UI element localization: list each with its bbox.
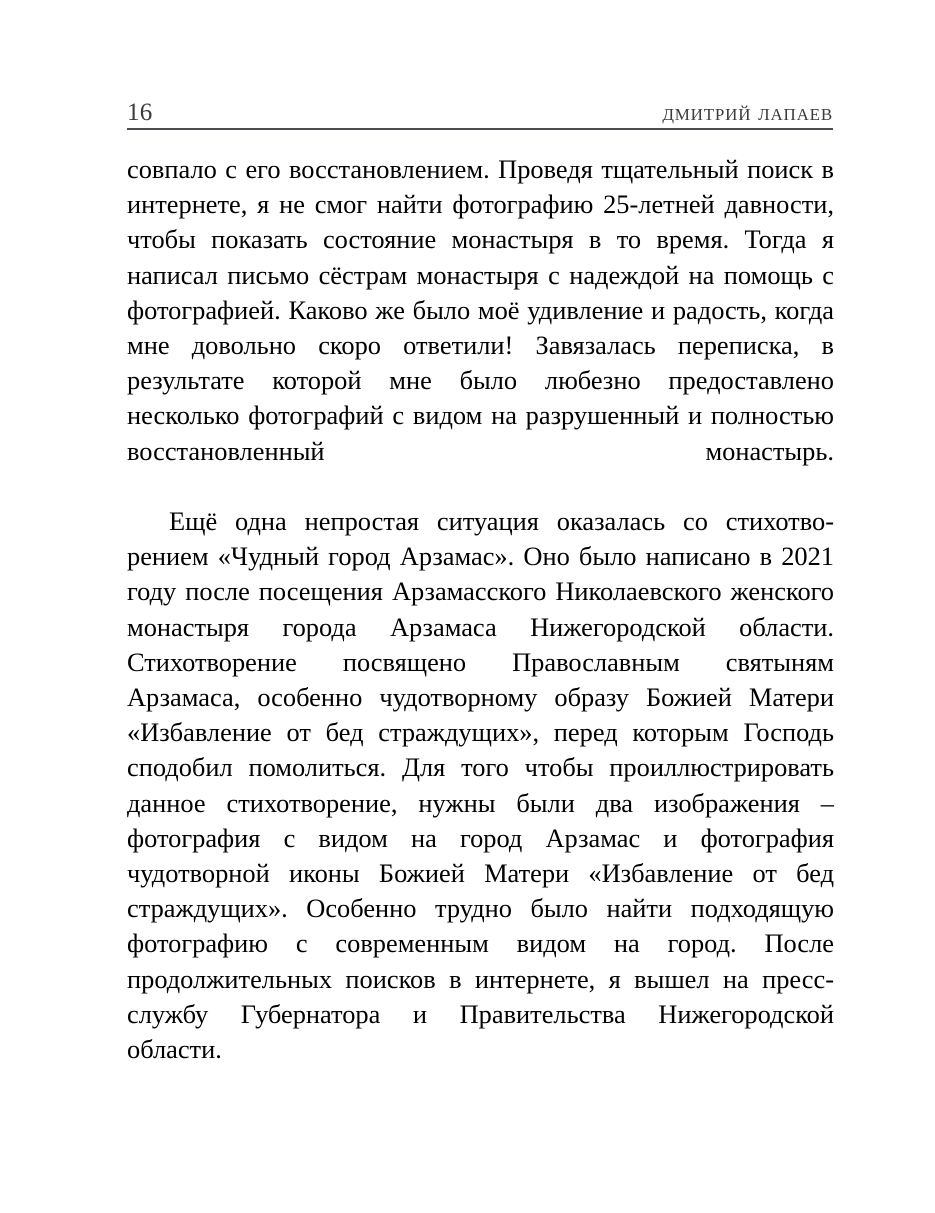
paragraph-2: Ещё одна непростая ситуация оказалась со стихотворением «Чудный город Арзамас». Оно было написано в 2021 году после посещения Арзамасского Николаевского женского монастыря города Арзамаса Нижегородской области. Стихотворение посвящено Православным святыням Арзамаса, особенно чудотворному образу Божией Матери «Избавление от бед страждущих», перед которым Господь сподобил помолиться. Для того чтобы проиллюстрировать данное стихотворение, нужны были два изображения – фотография с видом на город Арзамас и фотография чудотворной иконы Божией Матери «Избавление от бед страждущих». Особенно трудно было найти подходящую фотографию с современным видом на город. После продолжительных поисков в интернете, я вышел на пресс-службу Губернатора и Правительства Нижегородской области.	[127, 506, 834, 1065]
running-head	[127, 86, 833, 126]
author-name: дмитрий лапаев	[662, 100, 833, 126]
body-text	[127, 152, 834, 1102]
page-number: 16	[127, 99, 153, 126]
header-divider	[127, 128, 833, 130]
paragraph-1: совпало с его восстановлением. Проведя тщательный поиск в интернете, я не смог найти фотографию 25-летней давности, чтобы показать состояние монастыря в то время. Тогда я написал письмо сёстрам монастыря с надеждой на помощь с фотографией. Каково же было моё удивление и радость, когда мне довольно скоро ответили! Завязалась переписка, в результате которой мне было любезно предоставлено несколько фотографий с видом на разрушенный и полностью восстановленный монастырь.	[127, 154, 834, 466]
